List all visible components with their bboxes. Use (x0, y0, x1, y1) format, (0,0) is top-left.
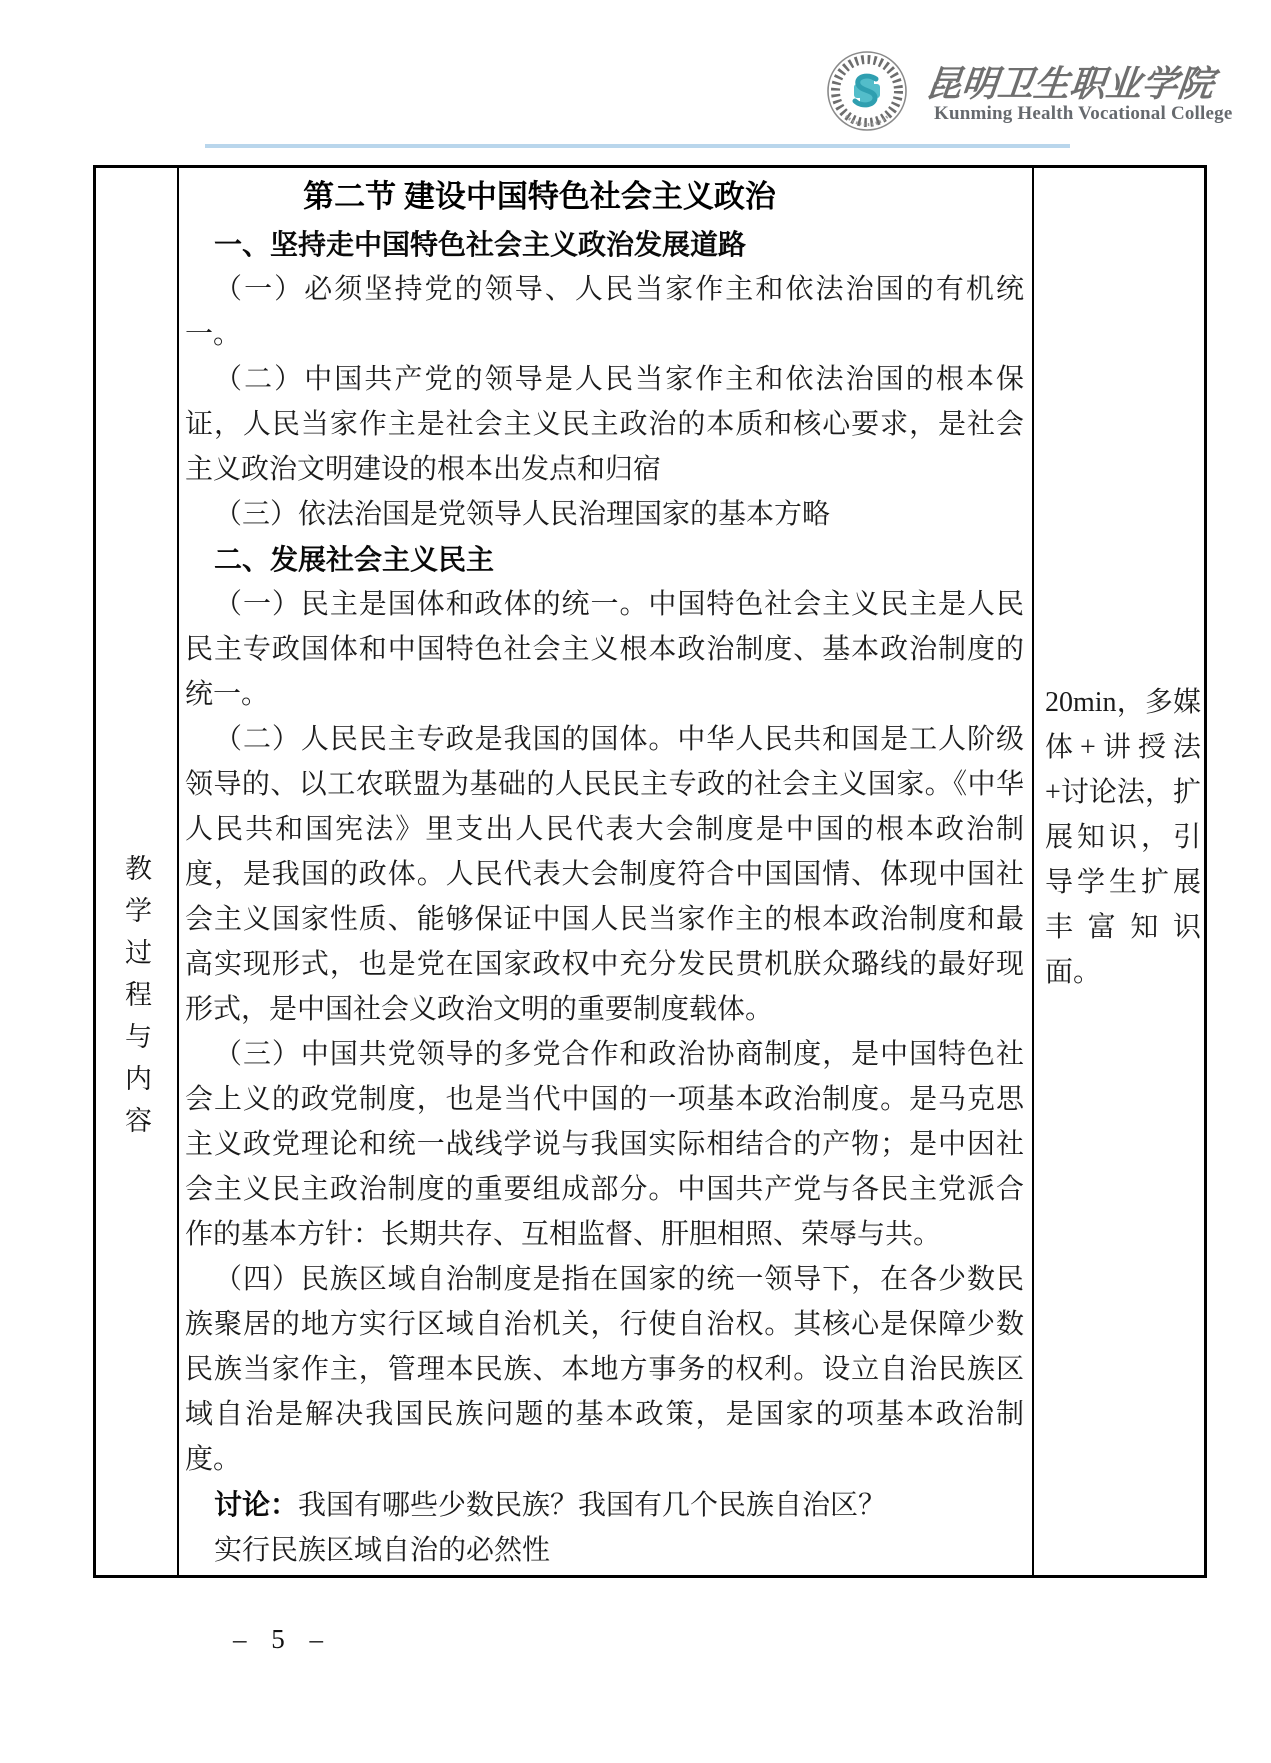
content-blocks (185, 222, 1024, 1575)
content-heading: 二、发展社会主义民主 (214, 544, 495, 575)
teaching-content-cell (179, 168, 1032, 1575)
content-paragraph: （四）民族区域自治制度是指在国家的统一领导下，在各少数民族聚居的地方实行区域自治机关，行使自治权。其核心是保障少数民族当家作主，管理本民族、本地方事务的权利。设立自治民族区域自治是解决我国民族问题的基本政策，是国家的项基本政治制度。 (185, 1264, 1024, 1475)
college-seal-logo (826, 50, 908, 132)
section-title: 第二节 建设中国特色社会主义政治 (303, 179, 776, 214)
college-seal-icon (826, 50, 908, 132)
college-name-english: Kunming Health Vocational College (934, 103, 1233, 124)
header-divider-line (205, 144, 1070, 148)
content-paragraph: 讨论：我国有哪些少数民族？我国有几个民族自治区？ (214, 1489, 887, 1521)
content-paragraph: （三）依法治国是党领导人民治理国家的基本方略 (214, 499, 831, 530)
row-label-text: 教学过程与内容 (121, 854, 151, 1148)
college-name-chinese: 昆明卫生职业学院 (923, 64, 1216, 104)
content-paragraph: （二）中国共产党的领导是人民当家作主和依法治国的根本保证，人民当家作主是社会主义民主政治的本质和核心要求，是社会主义政治文明建设的根本出发点和归宿 (185, 364, 1024, 485)
method-notes-text: 20min，多媒体+讲授法+讨论法，扩展知识，引导学生扩展丰富知识面。 (1045, 687, 1201, 988)
content-paragraph: （二）人民民主专政是我国的国体。中华人民共和国是工人阶级领导的、以工农联盟为基础的人民民主专政的社会主义国家。《中华人民共和国宪法》里支出人民代表大会制度是中国的根本政治制度，是我国的政体。人民代表大会制度符合中国国情、体现中国社会主义国家性质、能够保证中国人民当家作主的根本政治制度和最高实现形式，也是党在国家政权中充分发民贯机朕众璐线的最好现形式，是中国社会义政治文明的重要制度载体。 (185, 724, 1024, 1025)
discussion-label: 讨论： (214, 1489, 299, 1520)
row-label-cell (96, 168, 179, 1575)
content-paragraph: （一）民主是国体和政体的统一。中国特色社会主义民主是人民民主专政国体和中国特色社会主义根本政治制度、基本政治制度的统一。 (185, 589, 1024, 710)
page-number: – 5 – (233, 1624, 332, 1654)
content-paragraph: 实行民族区域自治的必然性 (214, 1535, 551, 1566)
lesson-plan-table (93, 165, 1207, 1578)
content-paragraph (185, 1573, 1024, 1575)
content-paragraph: （三）中国共党领导的多党合作和政治协商制度，是中国特色社会上义的政党制度，也是当代中国的一项基本政治制度。是马克思主义政党理论和统一战线学说与我国实际相结合的产物；是中因社会主义民主政治制度的重要组成部分。中国共产党与各民主党派合作的基本方针：长期共存、互相监督、肝胆相照、荣辱与共。 (185, 1039, 1024, 1250)
content-paragraph: （一）必须坚持党的领导、人民当家作主和依法治国的有机统一。 (185, 274, 1024, 350)
method-notes-cell (1032, 168, 1204, 1575)
content-heading: 一、坚持走中国特色社会主义政治发展道路 (214, 229, 747, 260)
